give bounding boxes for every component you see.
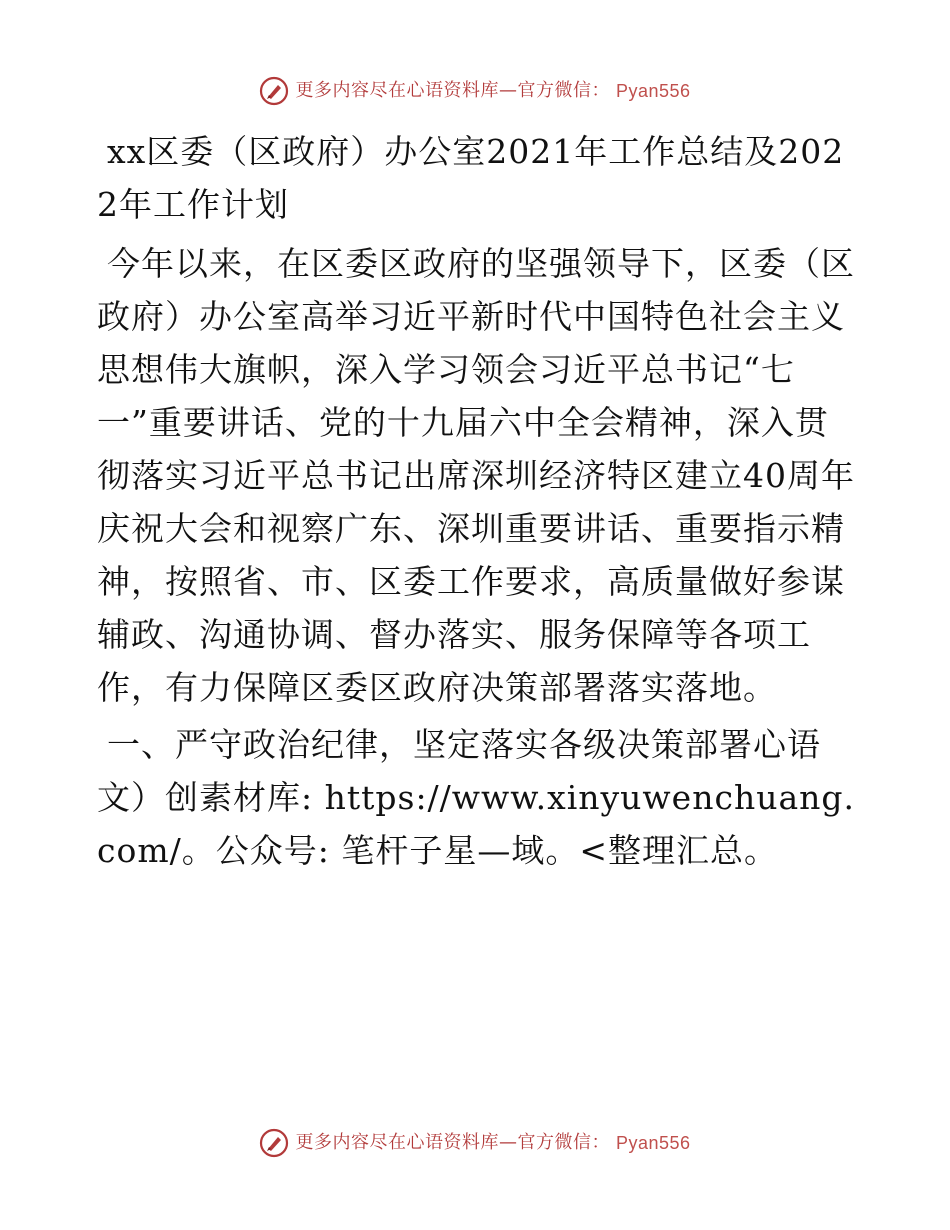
watermark-text: 更多内容尽在心语资料库—官方微信： (295, 80, 610, 101)
watermark-handle: Pyan556 (615, 1133, 691, 1153)
document-title (97, 125, 862, 231)
pen-nib-logo-icon (259, 1128, 289, 1158)
intro-paragraph (97, 237, 862, 714)
footer-watermark (0, 1128, 950, 1158)
document-body (97, 125, 862, 881)
pen-nib-logo-icon (259, 76, 289, 106)
intro-paragraph-text: 今年以来，在区委区政府的坚强领导下，区委（区政府）办公室高举习近平新时代中国特色社会主义思想伟大旗帜，深入学习领会习近平总书记“七一”重要讲话、党的十九届六中全会精神，深入贯彻落实习近平总书记出席深圳经济特区建立40周年庆祝大会和视察广东、深圳重要讲话、重要指示精神，按照省、市、区委工作要求，高质量做好参谋辅政、沟通协调、督办落实、服务保障等各项工作，有力保障区委区政府决策部署落实落地。 (97, 244, 855, 707)
header-watermark (0, 76, 950, 106)
document-title-text: xx区委（区政府）办公室2021年工作总结及2022年工作计划 (97, 132, 845, 224)
watermark-handle: Pyan556 (615, 81, 691, 101)
section-one-text: 一、严守政治纪律，坚定落实各级决策部署心语文）创素材库: https://www.xinyuwenchuang.com/。公众号: 笔杆子星—域。<整理汇总。 (97, 725, 855, 870)
watermark-text: 更多内容尽在心语资料库—官方微信： (295, 1132, 610, 1153)
section-one-paragraph (97, 718, 862, 877)
